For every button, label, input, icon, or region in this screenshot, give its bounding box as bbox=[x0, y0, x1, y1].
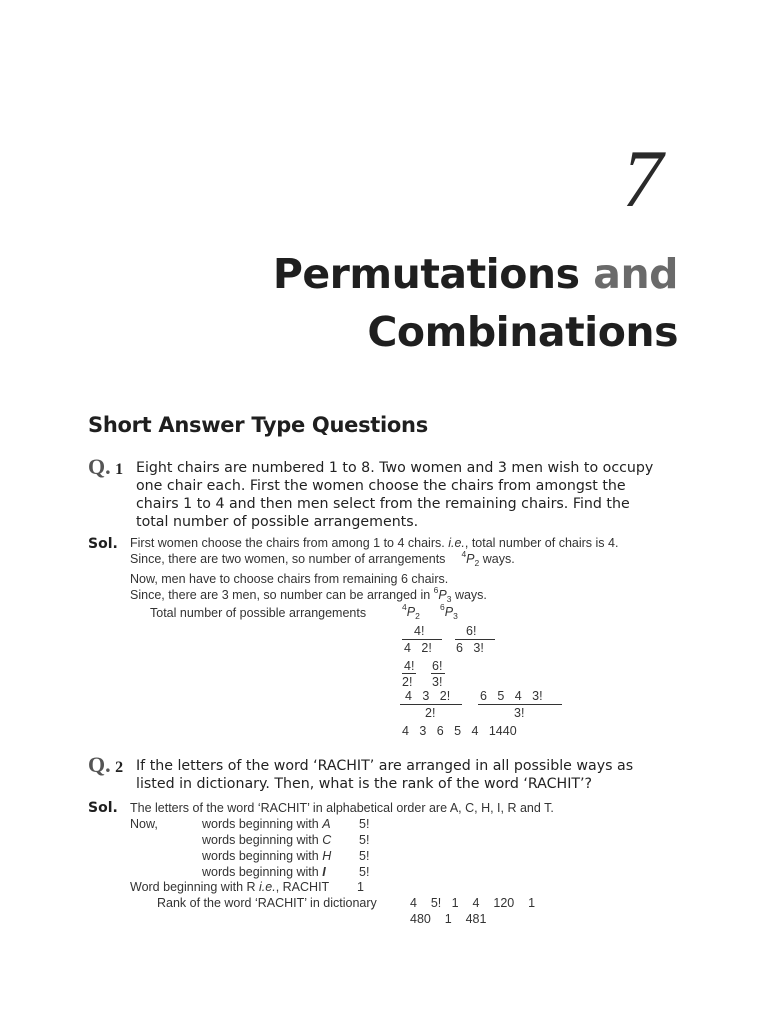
q2-sol-w4: words beginning with I bbox=[202, 865, 326, 879]
q1-f2-den-a: 2! bbox=[402, 675, 413, 689]
q1-f2-bar-a bbox=[402, 673, 416, 674]
q1-line: total number of possible arrangements. bbox=[136, 514, 419, 530]
q1-f3-num-a: 4 3 2! bbox=[405, 689, 451, 703]
q2-sol-w4-val: 5! bbox=[359, 865, 370, 879]
q1-f3-den-b: 3! bbox=[514, 706, 525, 720]
section-title: Short Answer Type Questions bbox=[88, 413, 428, 437]
q2-sol-w2-val: 5! bbox=[359, 833, 370, 847]
chapter-title-line1 bbox=[272, 250, 678, 298]
q1-f3-bar-b bbox=[478, 704, 562, 705]
q1-sol-line5: Total number of possible arrangements bbox=[150, 606, 367, 620]
chapter-title-main: Permutations bbox=[272, 250, 580, 298]
q2-sol-rank-result: 480 1 481 bbox=[410, 912, 487, 926]
q2-sol-w1: words beginning with A bbox=[202, 817, 331, 831]
q2-label bbox=[88, 752, 123, 778]
q1-sol-line3: Now, men have to choose chairs from remaining 6 chairs. bbox=[130, 572, 449, 586]
q2-sol-label: Sol. bbox=[88, 800, 118, 816]
q2-mark: Q. bbox=[88, 752, 111, 777]
q1-sol-line1: First women choose the chairs from among 1 to 4 chairs. i.e., total number of chairs is 4. bbox=[130, 536, 619, 550]
q1-final-answer: 4 3 6 5 4 1440 bbox=[402, 724, 517, 738]
q2-sol-w5-val: 1 bbox=[357, 880, 364, 894]
chapter-title-line2: Combinations bbox=[367, 308, 678, 356]
q1-number: 1 bbox=[115, 461, 124, 478]
q2-sol-rank-label: Rank of the word ‘RACHIT’ in dictionary bbox=[157, 896, 377, 910]
q2-sol-w1-val: 5! bbox=[359, 817, 370, 831]
chapter-number: 7 bbox=[622, 133, 663, 224]
q1-f3-num-b: 6 5 4 3! bbox=[480, 689, 543, 703]
q1-f3-bar-a bbox=[400, 704, 462, 705]
q2-sol-w3: words beginning with H bbox=[202, 849, 332, 863]
q1-line: Eight chairs are numbered 1 to 8. Two women and 3 men wish to occupy bbox=[136, 460, 654, 476]
q1-sol-line2: Since, there are two women, so number of arrangements $^4P_2$ ways. bbox=[130, 549, 515, 568]
q2-sol-line1: The letters of the word ‘RACHIT’ in alphabetical order are A, C, H, I, R and T. bbox=[130, 801, 554, 815]
q2-sol-w2: words beginning with C bbox=[202, 833, 332, 847]
q2-text bbox=[136, 757, 679, 793]
q1-sol-line4: Since, there are 3 men, so number can be arranged in $^6P_3$ ways. bbox=[130, 585, 487, 604]
q1-sol-label: Sol. bbox=[88, 536, 118, 552]
q1-mark: Q. bbox=[88, 454, 111, 479]
q1-text bbox=[136, 459, 679, 531]
q1-line: one chair each. First the women choose the chairs from amongst the bbox=[136, 478, 626, 494]
q1-expr1-b: $^6P_3$ bbox=[440, 602, 458, 621]
q1-line: chairs 1 to 4 and then men select from the remaining chairs. Find the bbox=[136, 496, 630, 512]
q1-expr1-a: $^4P_2$ bbox=[402, 602, 420, 621]
q2-sol-now: Now, bbox=[130, 817, 158, 831]
q1-f2-num-b: 6! bbox=[432, 659, 443, 673]
q1-f2-bar-b bbox=[431, 673, 445, 674]
q2-line: listed in dictionary. Then, what is the rank of the word ‘RACHIT’? bbox=[136, 776, 593, 792]
q2-sol-w3-val: 5! bbox=[359, 849, 370, 863]
q1-f3-den-a: 2! bbox=[425, 706, 436, 720]
q1-f1-num-a: 4! bbox=[414, 624, 425, 638]
q1-f1-num-b: 6! bbox=[466, 624, 477, 638]
q1-f2-den-b: 3! bbox=[432, 675, 443, 689]
q1-f1-den-b: 6 3! bbox=[456, 641, 484, 655]
q2-number: 2 bbox=[115, 759, 124, 776]
q1-f1-bar-b bbox=[455, 639, 495, 640]
q2-sol-rank-expr: 4 5! 1 4 120 1 bbox=[410, 896, 536, 910]
q1-f1-den-a: 4 2! bbox=[404, 641, 432, 655]
q2-sol-w5: Word beginning with R i.e., RACHIT bbox=[130, 880, 330, 894]
q1-label bbox=[88, 454, 123, 480]
q1-f2-num-a: 4! bbox=[404, 659, 415, 673]
q2-line: If the letters of the word ‘RACHIT’ are arranged in all possible ways as bbox=[136, 758, 634, 774]
chapter-title-and: and bbox=[593, 250, 678, 298]
q1-f1-bar-a bbox=[402, 639, 442, 640]
